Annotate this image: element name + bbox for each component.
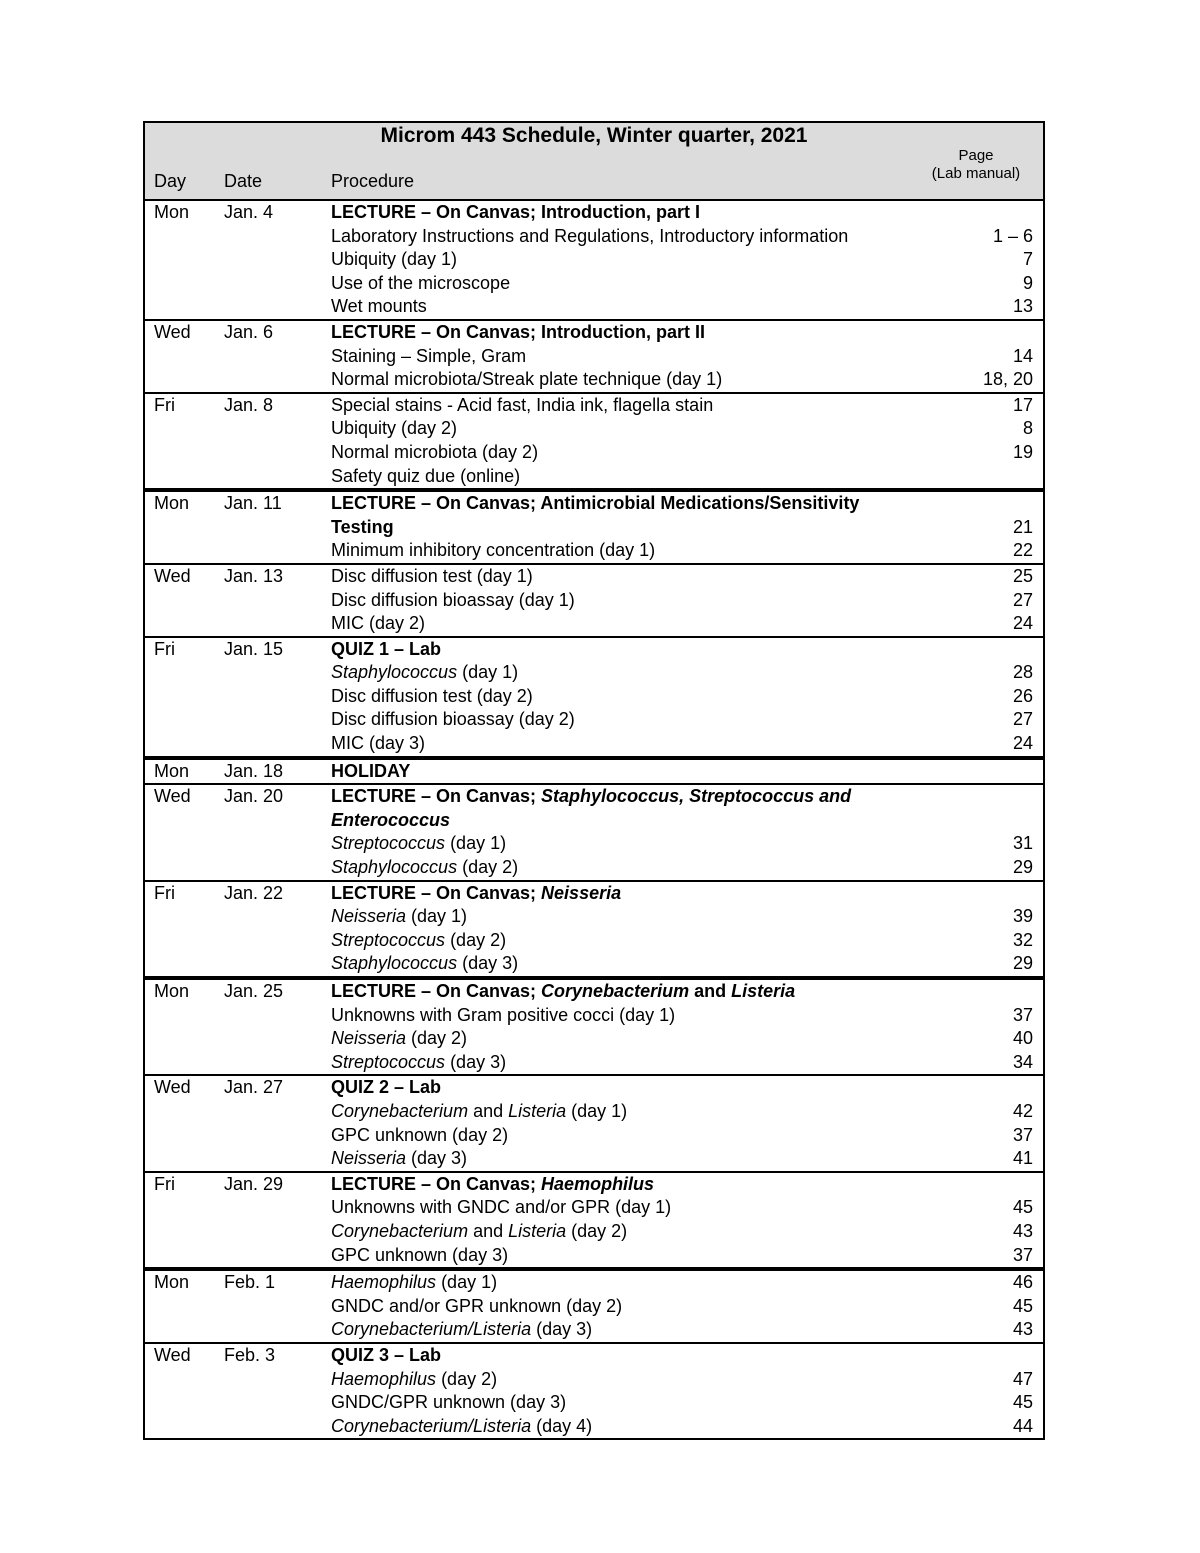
procedure-text-part: Disc diffusion bioassay (day 2) — [331, 709, 575, 730]
procedure-text-part: Neisseria — [331, 906, 407, 927]
page-number: 19 — [1012, 441, 1033, 462]
day-date: Jan. 15 — [224, 638, 284, 659]
procedure-text-part: LECTURE – On Canvas; — [331, 786, 542, 807]
page-number: 14 — [1012, 345, 1033, 366]
day-date: Feb. 3 — [224, 1344, 276, 1365]
procedure-text-part: GPC unknown (day 3) — [331, 1244, 509, 1265]
procedure-list — [331, 1271, 1043, 1342]
procedure-text — [331, 1147, 943, 1171]
column-header-page-line1: Page — [958, 147, 994, 164]
day-date: Jan. 4 — [224, 202, 274, 222]
procedure-item — [331, 1271, 1033, 1295]
procedure-list — [331, 785, 1043, 879]
procedure-text — [331, 368, 943, 392]
procedure-text — [331, 1100, 943, 1124]
procedure-text-part: LECTURE – On Canvas; Introduction, part II — [331, 321, 706, 342]
procedure-text — [331, 809, 943, 833]
procedure-text-part: (day 3) — [531, 1319, 593, 1340]
procedure-text — [331, 1344, 943, 1368]
page-number: 18, 20 — [982, 369, 1033, 390]
procedure-text-part: MIC (day 2) — [331, 613, 426, 634]
procedure-text — [331, 394, 943, 418]
procedure-text-part: (day 4) — [531, 1415, 593, 1436]
procedure-text-part: Unknowns with GNDC and/or GPR (day 1) — [331, 1197, 672, 1218]
day-name: Fri — [154, 1173, 175, 1194]
procedure-text-part: Neisseria — [541, 882, 622, 903]
procedure-text — [331, 638, 943, 662]
procedure-text — [331, 612, 943, 636]
page-number: 45 — [1012, 1392, 1033, 1413]
procedure-text-part: Listeria — [508, 1220, 567, 1241]
procedure-text-part: Wet mounts — [331, 296, 427, 317]
procedure-list — [331, 980, 1043, 1074]
procedure-item — [331, 685, 1033, 709]
day-row — [145, 760, 1043, 786]
procedure-item — [331, 345, 1033, 369]
day-name: Wed — [154, 321, 191, 342]
procedure-text-part: Safety quiz due (online) — [331, 465, 521, 486]
procedure-item — [331, 1196, 1033, 1220]
procedure-item — [331, 295, 1033, 319]
page-number — [943, 882, 1033, 906]
procedure-text-part: Corynebacterium/Listeria — [331, 1319, 532, 1340]
procedure-text-part: Disc diffusion test (day 1) — [331, 565, 533, 586]
page-number: 25 — [1012, 565, 1033, 586]
procedure-list — [331, 492, 1043, 563]
procedure-text — [331, 345, 943, 369]
procedure-list — [331, 760, 1043, 784]
page-number — [943, 465, 1033, 489]
procedure-text-part: Laboratory Instructions and Regulations, Introductory information — [331, 225, 849, 246]
day-date: Jan. 8 — [224, 394, 274, 415]
procedure-item — [331, 1318, 1033, 1342]
page-number: 9 — [1022, 272, 1033, 293]
procedure-item — [331, 321, 1033, 345]
day-row — [145, 1344, 1043, 1438]
page-number: 43 — [1012, 1319, 1033, 1340]
procedure-text — [331, 272, 943, 296]
day-name: Fri — [154, 394, 175, 415]
procedure-text-part: (day 1) — [457, 662, 519, 683]
procedure-item — [331, 1220, 1033, 1244]
procedure-text-part: (day 2) — [436, 1368, 498, 1389]
procedure-text-part: GNDC and/or GPR unknown (day 2) — [331, 1295, 623, 1316]
procedure-text-part: Staphylococcus — [331, 662, 458, 683]
procedure-text — [331, 882, 943, 906]
procedure-text — [331, 1368, 943, 1392]
procedure-item — [331, 516, 1033, 540]
day-row — [145, 201, 1043, 321]
procedure-text-part: Streptococcus — [331, 833, 446, 854]
day-date: Feb. 1 — [224, 1272, 276, 1293]
column-header-date: Date — [224, 171, 263, 191]
day-name: Mon — [154, 493, 190, 514]
day-row — [145, 565, 1043, 638]
procedure-item — [331, 1027, 1033, 1051]
procedure-text-part: HOLIDAY — [331, 760, 411, 781]
page-number — [943, 321, 1033, 345]
procedure-item — [331, 1147, 1033, 1171]
procedure-text-part: (day 2) — [406, 1028, 468, 1049]
procedure-text-part: (day 1) — [566, 1100, 628, 1121]
page-number: 26 — [1012, 685, 1033, 706]
procedure-text — [331, 952, 943, 976]
procedure-text-part: Unknowns with Gram positive cocci (day 1) — [331, 1004, 676, 1025]
procedure-text — [331, 1220, 943, 1244]
procedure-text — [331, 417, 943, 441]
column-header-day: Day — [154, 171, 187, 191]
procedure-text — [331, 565, 943, 589]
procedure-text-part: GNDC/GPR unknown (day 3) — [331, 1392, 567, 1413]
procedure-text-part: (day 3) — [457, 953, 519, 974]
procedure-text — [331, 539, 943, 563]
procedure-text — [331, 492, 943, 516]
page-number: 24 — [1012, 733, 1033, 754]
procedure-text-part: QUIZ 2 – Lab — [331, 1077, 442, 1098]
page-number — [943, 1076, 1033, 1100]
procedure-item — [331, 1051, 1033, 1075]
procedure-item — [331, 638, 1033, 662]
day-name: Mon — [154, 981, 190, 1001]
day-row — [145, 1173, 1043, 1271]
procedure-text-part: Minimum inhibitory concentration (day 1) — [331, 540, 656, 561]
day-row — [145, 321, 1043, 394]
procedure-item — [331, 539, 1033, 563]
day-row — [145, 785, 1043, 881]
table-header — [145, 123, 1043, 201]
procedure-item — [331, 492, 1033, 516]
procedure-text — [331, 1318, 943, 1342]
procedure-text — [331, 1124, 943, 1148]
procedure-item — [331, 417, 1033, 441]
page-number — [943, 809, 1033, 833]
page-number: 24 — [1012, 613, 1033, 634]
procedure-text-part: Testing — [331, 516, 394, 537]
procedure-text — [331, 441, 943, 465]
procedure-text-part: Corynebacterium — [331, 1220, 469, 1241]
procedure-text — [331, 1076, 943, 1100]
day-name: Fri — [154, 882, 175, 903]
procedure-text — [331, 732, 943, 756]
procedure-item — [331, 905, 1033, 929]
page-number: 27 — [1012, 589, 1033, 610]
procedure-text-part: LECTURE – On Canvas; Antimicrobial Medications/Sensitivity — [331, 493, 860, 514]
day-date: Jan. 29 — [224, 1173, 284, 1194]
page-number — [943, 1344, 1033, 1368]
day-date: Jan. 18 — [224, 760, 284, 781]
procedure-text-part: Listeria — [731, 981, 796, 1001]
procedure-text-part: Haemophilus — [541, 1173, 655, 1194]
procedure-item — [331, 248, 1033, 272]
procedure-text-part: GPC unknown (day 2) — [331, 1124, 509, 1145]
day-date: Jan. 11 — [224, 493, 282, 514]
page-number — [943, 492, 1033, 516]
procedure-text-part: Special stains - Acid fast, India ink, flagella stain — [331, 394, 714, 415]
procedure-item — [331, 1100, 1033, 1124]
procedure-text — [331, 1271, 943, 1295]
procedure-text-part: LECTURE – On Canvas; Introduction, part I — [331, 202, 701, 222]
procedure-item — [331, 856, 1033, 880]
procedure-text — [331, 1196, 943, 1220]
day-date: Jan. 27 — [224, 1077, 284, 1098]
day-row — [145, 1076, 1043, 1172]
procedure-text-part: QUIZ 1 – Lab — [331, 638, 442, 659]
procedure-list — [331, 394, 1043, 488]
page-number — [943, 980, 1033, 1004]
procedure-item — [331, 394, 1033, 418]
procedure-text-part: Neisseria — [331, 1028, 407, 1049]
procedure-text-part: Staphylococcus — [331, 857, 458, 878]
procedure-text-part: MIC (day 3) — [331, 733, 426, 754]
procedure-text-part: Corynebacterium/Listeria — [331, 1415, 532, 1436]
procedure-text-part: and — [468, 1220, 509, 1241]
procedure-text-part: (day 2) — [457, 857, 519, 878]
procedure-item — [331, 760, 1033, 784]
procedure-text — [331, 248, 943, 272]
procedure-item — [331, 589, 1033, 613]
page-number: 37 — [1012, 1004, 1033, 1025]
procedure-item — [331, 661, 1033, 685]
procedure-text — [331, 856, 943, 880]
page-number: 27 — [1012, 709, 1033, 730]
day-row — [145, 638, 1043, 760]
procedure-text-part: LECTURE – On Canvas; — [331, 1173, 542, 1194]
page-number: 46 — [1012, 1272, 1033, 1293]
procedure-text-part: Disc diffusion bioassay (day 1) — [331, 589, 575, 610]
procedure-text-part: Staining – Simple, Gram — [331, 345, 527, 366]
procedure-text-part: (day 1) — [436, 1272, 498, 1293]
day-name: Wed — [154, 1077, 191, 1098]
page-number: 32 — [1012, 929, 1033, 950]
procedure-text — [331, 785, 943, 809]
procedure-list — [331, 1076, 1043, 1170]
page-number: 17 — [1012, 394, 1033, 415]
page-number: 1 – 6 — [992, 225, 1033, 246]
day-name: Mon — [154, 202, 190, 222]
procedure-item — [331, 1004, 1033, 1028]
page-title: Microm 443 Schedule, Winter quarter, 2021 — [380, 124, 808, 147]
procedure-text — [331, 832, 943, 856]
page-number: 21 — [1012, 516, 1033, 537]
procedure-list — [331, 882, 1043, 976]
procedure-text — [331, 1173, 943, 1197]
procedure-text-part: Haemophilus — [331, 1272, 437, 1293]
day-name: Wed — [154, 786, 191, 807]
procedure-text — [331, 295, 943, 319]
page-number: 37 — [1012, 1244, 1033, 1265]
page-number: 22 — [1012, 540, 1033, 561]
procedure-text-part: (day 2) — [445, 929, 507, 950]
procedure-text — [331, 225, 943, 249]
procedure-item — [331, 1244, 1033, 1268]
page-number: 40 — [1012, 1028, 1033, 1049]
procedure-item — [331, 612, 1033, 636]
procedure-text — [331, 589, 943, 613]
procedure-text-part: LECTURE – On Canvas; — [331, 882, 542, 903]
procedure-item — [331, 832, 1033, 856]
procedure-text-part: Streptococcus — [331, 929, 446, 950]
page-number: 31 — [1012, 833, 1033, 854]
procedure-text-part: Neisseria — [331, 1148, 407, 1169]
page-number — [943, 760, 1033, 784]
procedure-list — [331, 201, 1043, 319]
procedure-text-part: Disc diffusion test (day 2) — [331, 685, 533, 706]
procedure-text-part: Ubiquity (day 2) — [331, 418, 458, 439]
page-number: 45 — [1012, 1197, 1033, 1218]
page-number: 47 — [1012, 1368, 1033, 1389]
procedure-item — [331, 1415, 1033, 1439]
page-number: 45 — [1012, 1295, 1033, 1316]
day-date: Jan. 6 — [224, 321, 274, 342]
procedure-text-part: and — [468, 1100, 509, 1121]
procedure-list — [331, 321, 1043, 392]
column-header-page-line2: (Lab manual) — [931, 165, 1021, 182]
page-number: 44 — [1012, 1415, 1033, 1436]
procedure-text — [331, 685, 943, 709]
procedure-text — [331, 760, 943, 784]
procedure-text — [331, 1051, 943, 1075]
procedure-list — [331, 565, 1043, 636]
procedure-item — [331, 1173, 1033, 1197]
procedure-text-part: and — [689, 981, 732, 1001]
day-name: Mon — [154, 760, 190, 781]
procedure-text — [331, 929, 943, 953]
procedure-item — [331, 708, 1033, 732]
page-number — [943, 638, 1033, 662]
procedure-item — [331, 809, 1033, 833]
day-date: Jan. 25 — [224, 981, 284, 1001]
procedure-item — [331, 1368, 1033, 1392]
procedure-text-part: LECTURE – On Canvas; — [331, 981, 542, 1001]
procedure-list — [331, 1344, 1043, 1438]
procedure-text-part: Enterococcus — [331, 809, 451, 830]
day-name: Fri — [154, 638, 175, 659]
procedure-text — [331, 201, 943, 225]
procedure-text — [331, 1391, 943, 1415]
procedure-item — [331, 201, 1033, 225]
day-row — [145, 394, 1043, 492]
procedure-item — [331, 1124, 1033, 1148]
procedure-item — [331, 980, 1033, 1004]
column-header-page — [921, 147, 1031, 183]
procedure-text-part: Staphylococcus — [331, 953, 458, 974]
page-number — [943, 1173, 1033, 1197]
page-number: 8 — [1022, 418, 1033, 439]
column-header-procedure: Procedure — [331, 171, 415, 191]
procedure-list — [331, 638, 1043, 756]
page-number: 29 — [1012, 857, 1033, 878]
procedure-item — [331, 565, 1033, 589]
day-date: Jan. 20 — [224, 786, 284, 807]
procedure-text — [331, 465, 943, 489]
procedure-text — [331, 1415, 943, 1439]
page-number — [943, 785, 1033, 809]
procedure-text-part: (day 3) — [445, 1051, 507, 1072]
procedure-text-part: (day 3) — [406, 1148, 468, 1169]
procedure-text-part: (day 1) — [445, 833, 507, 854]
procedure-item — [331, 465, 1033, 489]
day-name: Mon — [154, 1272, 190, 1293]
procedure-item — [331, 441, 1033, 465]
procedure-text-part: Use of the microscope — [331, 272, 511, 293]
page-number: 43 — [1012, 1220, 1033, 1241]
procedure-item — [331, 1295, 1033, 1319]
procedure-text — [331, 516, 943, 540]
day-row — [145, 1271, 1043, 1344]
procedure-text-part: (day 2) — [566, 1220, 628, 1241]
procedure-text — [331, 1027, 943, 1051]
page-number: 34 — [1012, 1051, 1033, 1072]
procedure-item — [331, 929, 1033, 953]
procedure-item — [331, 368, 1033, 392]
procedure-text — [331, 661, 943, 685]
procedure-item — [331, 272, 1033, 296]
procedure-item — [331, 785, 1033, 809]
page-number: 13 — [1012, 296, 1033, 317]
day-row — [145, 882, 1043, 980]
procedure-text-part: (day 1) — [406, 906, 468, 927]
procedure-text-part: Listeria — [508, 1100, 567, 1121]
procedure-item — [331, 952, 1033, 976]
procedure-text-part: QUIZ 3 – Lab — [331, 1344, 442, 1365]
procedure-text-part: Corynebacterium — [331, 1100, 469, 1121]
page-number — [943, 201, 1033, 225]
day-name: Wed — [154, 565, 191, 586]
schedule-table — [143, 121, 1045, 1440]
procedure-list — [331, 1173, 1043, 1267]
procedure-text — [331, 321, 943, 345]
procedure-text — [331, 708, 943, 732]
procedure-text-part: Normal microbiota/Streak plate technique (day 1) — [331, 369, 723, 390]
procedure-item — [331, 225, 1033, 249]
procedure-text-part: Staphylococcus, Streptococcus and — [541, 786, 852, 807]
procedure-item — [331, 732, 1033, 756]
procedure-item — [331, 1344, 1033, 1368]
day-date: Jan. 22 — [224, 882, 284, 903]
day-row — [145, 980, 1043, 1076]
procedure-text — [331, 1295, 943, 1319]
page-number: 41 — [1012, 1148, 1033, 1169]
day-row — [145, 492, 1043, 565]
procedure-text-part: Streptococcus — [331, 1051, 446, 1072]
procedure-text — [331, 905, 943, 929]
page-number: 7 — [1022, 249, 1033, 270]
page-number: 29 — [1012, 953, 1033, 974]
procedure-text — [331, 980, 943, 1004]
procedure-item — [331, 1076, 1033, 1100]
procedure-text-part: Corynebacterium — [541, 981, 690, 1001]
day-date: Jan. 13 — [224, 565, 284, 586]
procedure-text-part: Normal microbiota (day 2) — [331, 441, 539, 462]
day-name: Wed — [154, 1344, 191, 1365]
procedure-item — [331, 882, 1033, 906]
procedure-item — [331, 1391, 1033, 1415]
page-number: 42 — [1012, 1100, 1033, 1121]
procedure-text-part: Ubiquity (day 1) — [331, 249, 458, 270]
procedure-text — [331, 1004, 943, 1028]
page-number: 37 — [1012, 1124, 1033, 1145]
schedule-body — [145, 201, 1043, 1438]
page-number: 39 — [1012, 906, 1033, 927]
procedure-text-part: Haemophilus — [331, 1368, 437, 1389]
procedure-text — [331, 1244, 943, 1268]
page-number: 28 — [1012, 662, 1033, 683]
